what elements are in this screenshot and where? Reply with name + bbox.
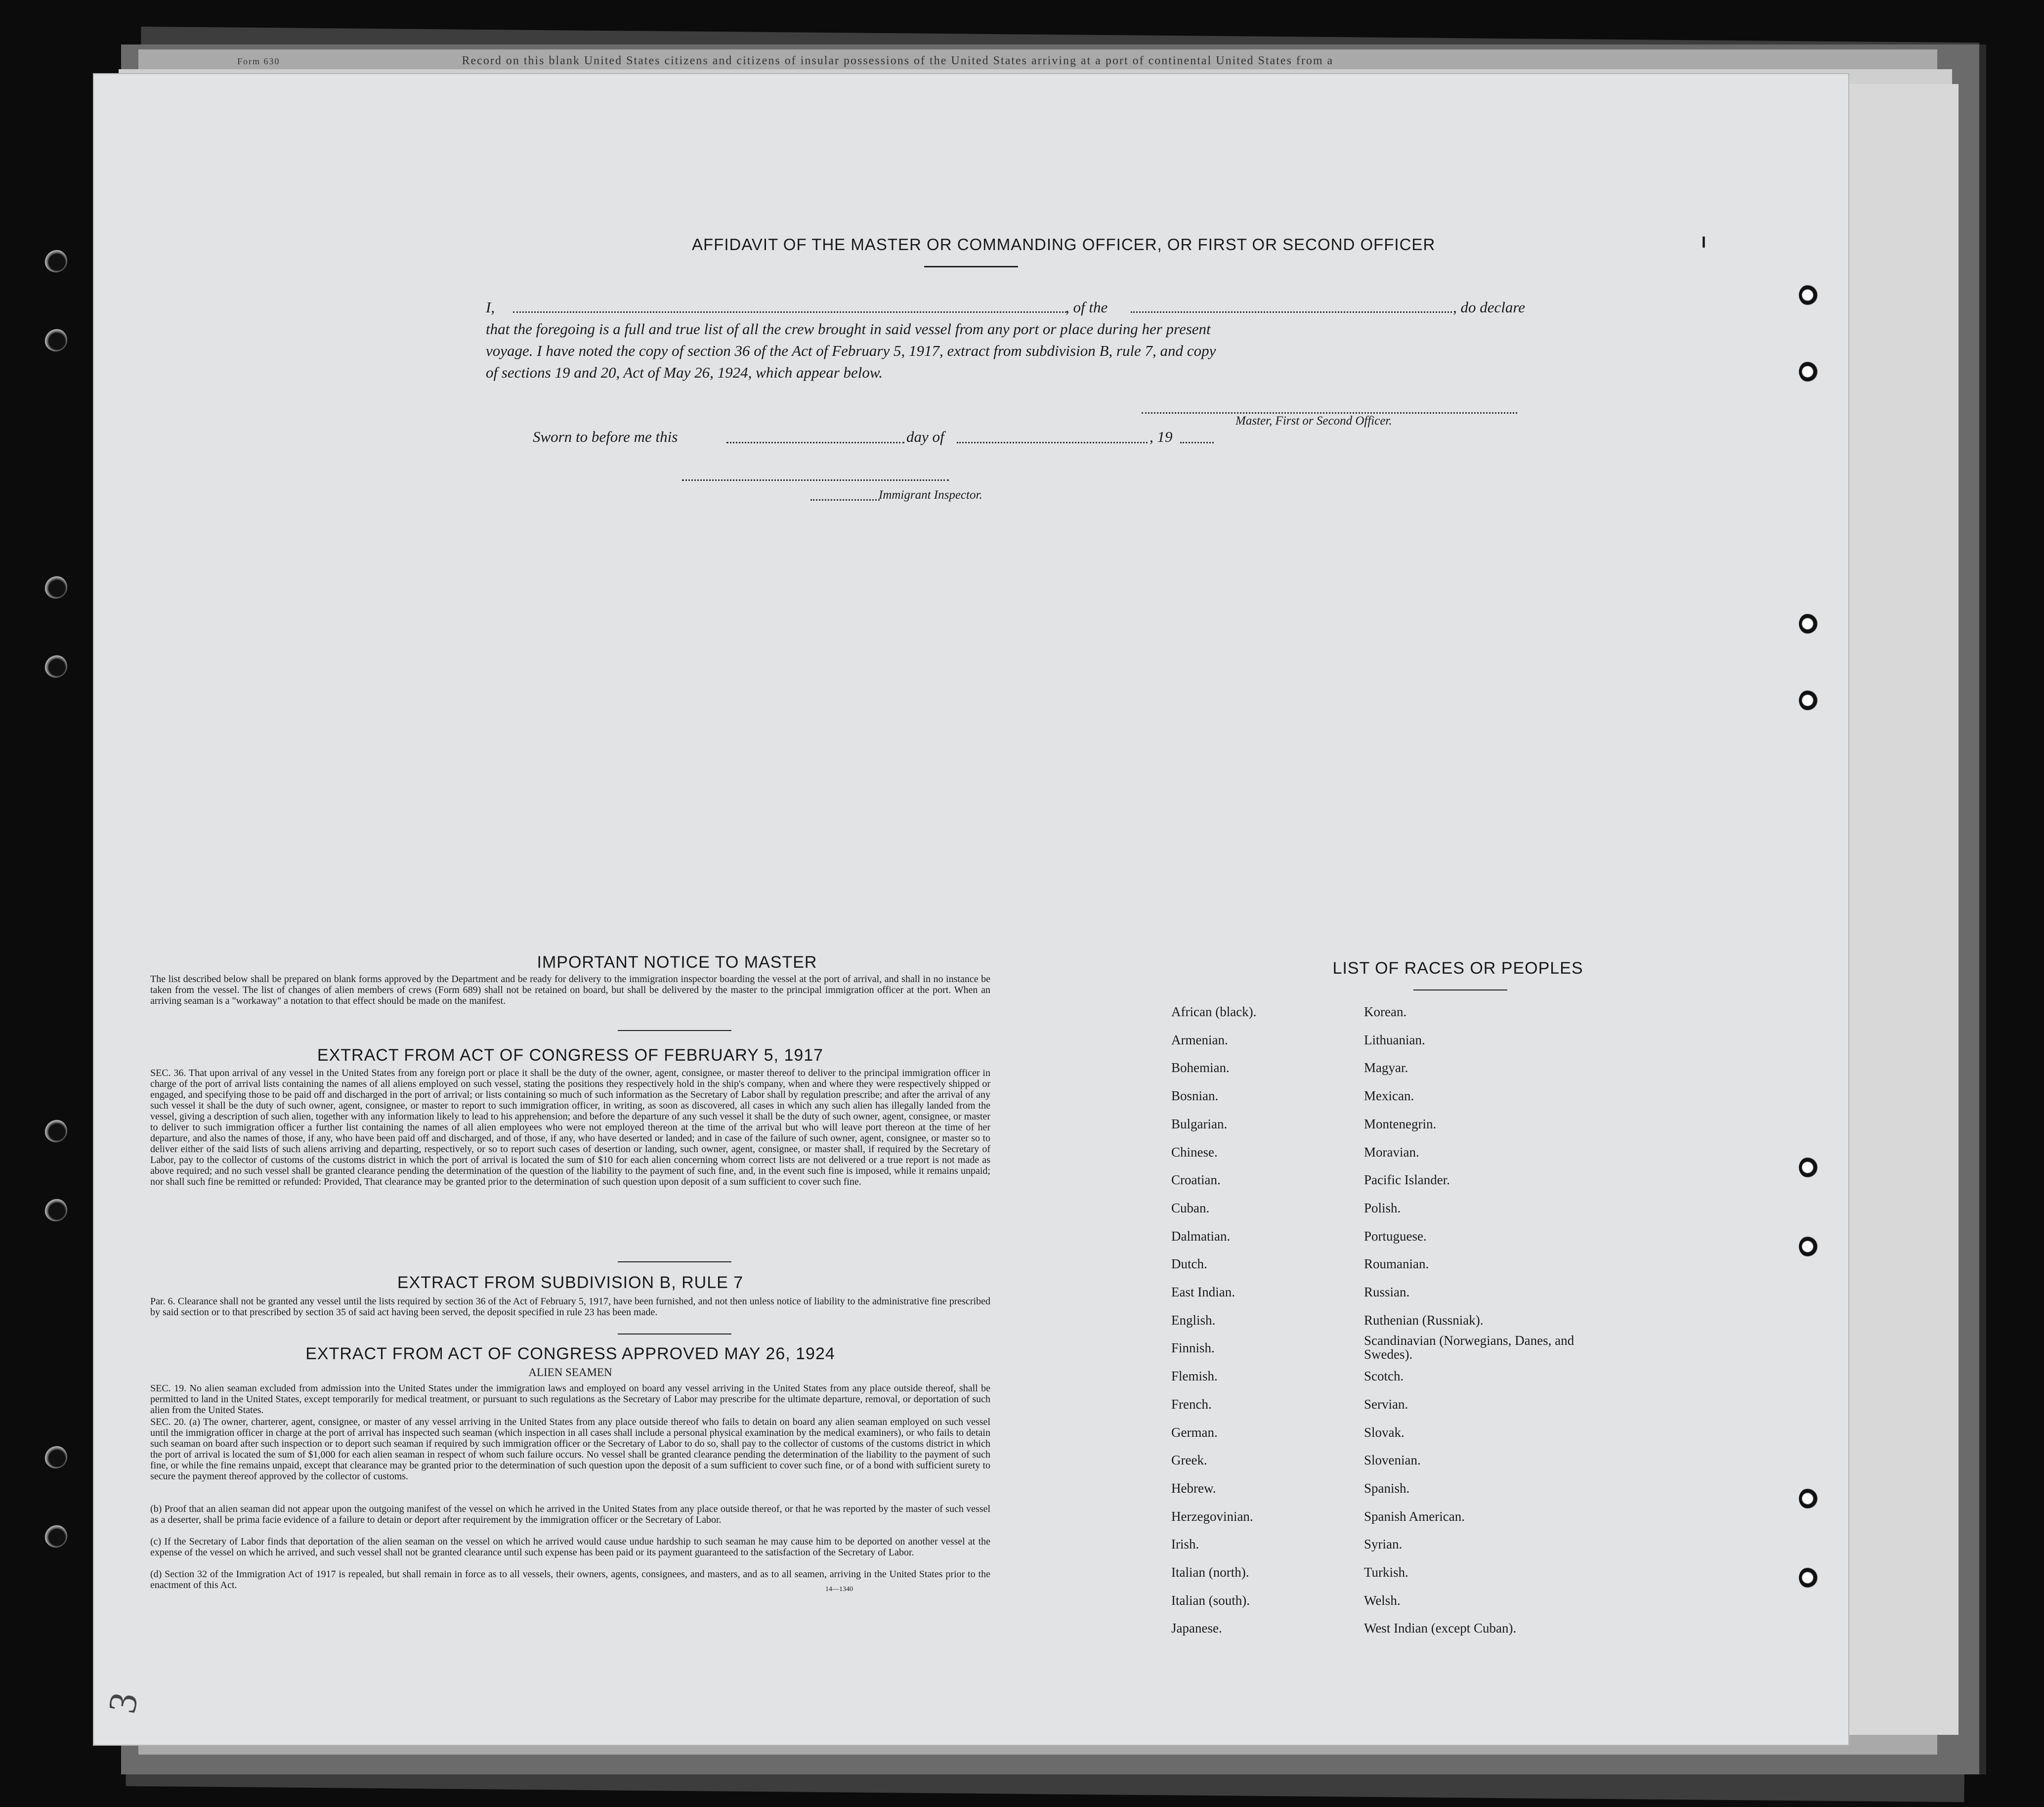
punch-hole-icon	[44, 250, 67, 272]
affidavit-line-1-end: , do declare	[1453, 299, 1526, 316]
race-item: Slovak.	[1364, 1424, 1405, 1440]
sworn-text: Sworn to before me this	[533, 428, 678, 445]
race-item: Moravian.	[1364, 1144, 1419, 1160]
section-rule	[618, 1261, 731, 1262]
punch-hole-icon	[1799, 284, 1821, 306]
day-of-text: day of	[906, 428, 944, 445]
race-item: Bosnian.	[1171, 1088, 1219, 1104]
section-rule	[618, 1030, 731, 1031]
print-code: 14—1340	[825, 1586, 853, 1593]
race-item: Herzegovinian.	[1171, 1508, 1253, 1524]
race-item: Russian.	[1364, 1285, 1410, 1299]
underlying-page-text: Record on this blank United States citizens and citizens of insular possessions of the United States arriving at a port of continental United States from a	[462, 54, 1334, 67]
affidavit-line-3: voyage. I have noted the copy of section 36 of the Act of February 5, 1917, extract from subdivision B, rule 7, and copy	[486, 342, 1216, 359]
section-19-text: SEC. 19. No alien seaman excluded from admission into the United States under the immigration laws and employed on board any vessel arriving in the United States from any place outside thereof, shall be permitted to land in the United States, except temporarily for medical treatment, or pursuant to such regulations as the Secretary of Labor may prescribe for the ultimate departure, removal, or deportation of such alien from the United States.	[150, 1383, 990, 1416]
extract-1924-subtitle: ALIEN SEAMEN	[528, 1366, 612, 1378]
race-item: Greek.	[1171, 1453, 1207, 1468]
punch-hole-icon	[44, 1199, 67, 1221]
name-blank-line	[513, 311, 1066, 313]
notice-title: IMPORTANT NOTICE TO MASTER	[537, 953, 817, 972]
race-item: Korean.	[1364, 1004, 1407, 1019]
page-mark: I	[1702, 233, 1706, 251]
race-item: Spanish American.	[1364, 1508, 1465, 1524]
inspector-short-line	[810, 499, 880, 501]
race-item: Lithuanian.	[1364, 1032, 1425, 1047]
race-item: Bohemian.	[1171, 1060, 1230, 1076]
punch-hole-icon	[1799, 361, 1821, 383]
race-item: Chinese.	[1171, 1144, 1218, 1160]
race-item: Dutch.	[1171, 1256, 1207, 1272]
race-item: Montenegrin.	[1364, 1116, 1437, 1131]
punch-hole-icon	[44, 655, 67, 678]
punch-hole-icon	[1799, 1488, 1821, 1509]
notice-body: The list described below shall be prepared on blank forms approved by the Department and be ready for delivery to the immigration inspector boarding the vessel at the port of arrival, and shall in no instance be taken from the vessel. The list of changes of alien members of crews (Form 689) shall not be retained on board, but shall be delivered by the master to the principal immigration officer at the port. When an arriving seaman is a "workaway" a notation to that effect should be made on the manifest.	[150, 974, 990, 1006]
extract-1924-title: EXTRACT FROM ACT OF CONGRESS APPROVED MAY 26, 1924	[305, 1344, 835, 1363]
race-item: Slovenian.	[1364, 1453, 1421, 1468]
race-item: Servian.	[1364, 1396, 1408, 1412]
year-blank	[1180, 442, 1214, 443]
race-item: German.	[1171, 1424, 1218, 1440]
punch-hole-icon	[44, 576, 67, 599]
affidavit-line-4: of sections 19 and 20, Act of May 26, 1924, which appear below.	[486, 364, 883, 381]
year-text: , 19	[1150, 428, 1173, 445]
race-item: West Indian (except Cuban).	[1364, 1621, 1517, 1636]
affidavit-line-2: that the foregoing is a full and true list of all the crew brought in said vessel from any port or place during her present	[486, 320, 1211, 338]
race-item: Cuban.	[1171, 1200, 1210, 1215]
race-item: Spanish.	[1364, 1480, 1410, 1496]
race-item: Dalmatian.	[1171, 1228, 1231, 1244]
race-item: Hebrew.	[1171, 1480, 1216, 1496]
section-20b-text: (b) Proof that an alien seaman did not appear upon the outgoing manifest of the vessel on which he arrived in the United States from any place outside thereof, or that he was reported by the master of such vessel as a deserter, shall be prima facie evidence of a failure to detain or deport after requirement by the immigration officer or the Secretary of Labor.	[150, 1504, 990, 1525]
punch-hole-icon	[44, 1119, 67, 1142]
race-item: Mexican.	[1364, 1088, 1414, 1104]
race-item: Portuguese.	[1364, 1228, 1427, 1244]
extract-rule7-body: Par. 6. Clearance shall not be granted any vessel until the lists required by section 36 of the Act of February 5, 1917, have been furnished, and not then unless notice of liability to the administrative fine prescribed by said section or to that prescribed by section 35 of said act having been served, the deposit specified in rule 23 has been made.	[150, 1296, 990, 1318]
races-title: LIST OF RACES OR PEOPLES	[1332, 959, 1583, 978]
inspector-signature-line	[682, 479, 949, 481]
affidavit-line-1-mid: , of the	[1065, 299, 1108, 316]
race-item: English.	[1171, 1312, 1216, 1328]
race-item: Scandinavian (Norwegians, Danes, and Swedes).	[1364, 1333, 1575, 1362]
punch-hole-icon	[1799, 613, 1821, 635]
race-item: Japanese.	[1171, 1621, 1222, 1636]
affidavit-title: AFFIDAVIT OF THE MASTER OR COMMANDING OFFICER, OR FIRST OR SECOND OFFICER	[692, 235, 1436, 254]
form-number: Form 630	[237, 56, 280, 66]
punch-hole-icon	[1799, 1157, 1821, 1178]
race-item: Finnish.	[1171, 1340, 1215, 1356]
vessel-blank-line	[1131, 311, 1452, 313]
section-20c-text: (c) If the Secretary of Labor finds that deportation of the alien seaman on the vessel on which he arrived would cause undue hardship to such seaman he may cause him to be deported on another vessel at the expense of the vessel on which he arrived, and such vessel shall not be granted clearance until such expense has been paid or its payment guaranteed to the satisfaction of the Secretary of Labor.	[150, 1536, 990, 1558]
extract-rule7-title: EXTRACT FROM SUBDIVISION B, RULE 7	[397, 1273, 744, 1292]
race-item: East Indian.	[1171, 1285, 1235, 1299]
race-item: Croatian.	[1171, 1172, 1221, 1188]
punch-hole-icon	[1799, 689, 1821, 711]
race-item: Irish.	[1171, 1537, 1199, 1552]
race-item: Italian (south).	[1171, 1592, 1250, 1608]
affidavit-line-1-start: I,	[486, 299, 495, 316]
punch-hole-icon	[44, 1446, 67, 1468]
sworn-day-blank	[726, 442, 904, 443]
race-item: Italian (north).	[1171, 1565, 1249, 1580]
section-20d-text: (d) Section 32 of the Immigration Act of 1917 is repealed, but shall remain in force as to all vessels, their owners, agents, consignees, and masters, and as to all seamen, arriving in the United States prior to the enactment of this Act.	[150, 1569, 990, 1591]
punch-hole-icon	[44, 1525, 67, 1548]
title-rule	[924, 266, 1018, 267]
race-item: Roumanian.	[1364, 1256, 1429, 1272]
punch-hole-icon	[1799, 1567, 1821, 1589]
punch-hole-icon	[44, 329, 67, 351]
master-signature-line	[1142, 412, 1517, 414]
race-item: Flemish.	[1171, 1369, 1218, 1384]
margin-mark: 3	[100, 1689, 147, 1717]
punch-hole-icon	[1799, 1236, 1821, 1257]
race-item: Scotch.	[1364, 1369, 1404, 1384]
race-item: Magyar.	[1364, 1060, 1408, 1076]
race-item: African (black).	[1171, 1004, 1257, 1019]
race-item: Welsh.	[1364, 1592, 1401, 1608]
race-item: French.	[1171, 1396, 1212, 1412]
race-item: Bulgarian.	[1171, 1116, 1228, 1131]
race-item: Armenian.	[1171, 1032, 1228, 1047]
month-blank	[957, 442, 1148, 443]
section-20a-text: SEC. 20. (a) The owner, charterer, agent, consignee, or master of any vessel arriving in the United States from any place outside thereof who fails to detain on board any alien seaman employed on such vessel until the immigration officer in charge at the port of arrival has inspected such seaman (which inspection in all cases shall include a personal physical examination by the medical examiners), or who fails to detain such seaman on board after such inspection or to deport such seaman if required by such immigration officer or the Secretary of Labor to do so, shall pay to the collector of customs of the customs district in which the port of arrival is located the sum of $1,000 for each alien seaman in respect of whom such failure occurs. No vessel shall be granted clearance pending the determination of the liability to the payment of such fine, or while the fine remains unpaid, except that clearance may be granted prior to the determination of such question upon the deposit of a sum sufficient to cover such fine, or of a bond with sufficient surety to secure the payment thereof approved by the collector of customs.	[150, 1417, 990, 1482]
race-item: Turkish.	[1364, 1565, 1408, 1580]
master-signature-label: Master, First or Second Officer.	[1235, 414, 1392, 428]
race-item: Ruthenian (Russniak).	[1364, 1312, 1484, 1328]
race-item: Pacific Islander.	[1364, 1172, 1450, 1188]
race-item: Syrian.	[1364, 1537, 1403, 1552]
document-page	[94, 74, 1848, 1745]
extract-1917-body: SEC. 36. That upon arrival of any vessel in the United States from any foreign port or place it shall be the duty of the owner, agent, consignee, or master thereof to deliver to the principal immigration officer in charge of the port of arrival lists containing the names of all aliens employed on such vessel, stating the positions they respectively hold in the ship's company, when and where they were respectively shipped or engaged, and specifying those to be paid off and discharged in the port of arrival; or lists containing so much of such information as the Secretary of Labor shall by regulation prescribe; and after the arrival of any such vessel it shall be the duty of such owner, agent, consignee, or master to report to such immigration officer, in writing, as soon as discovered, all cases in which any such alien has illegally landed from the vessel, giving a description of such alien, together with any information likely to lead to his apprehension; and before the departure of any such vessel it shall be the duty of such owner, agent, consignee, or master to deliver to such immigration officer a further list containing the names of all alien employees who were not employed thereon at the time of the arrival but who will leave port thereon at the time of her departure, and also the names of those, if any, who have been paid off and discharged, and of those, if any, who have deserted or landed; and in case of the failure of such owner, agent, consignee, or master so to deliver either of the said lists of such aliens arriving and departing, respectively, or so to report such cases of desertion or landing, such owner, agent, consignee, or master shall, if required by the Secretary of Labor, pay to the collector of customs of the customs district in which the port of arrival is located the sum of $10 for each alien concerning whom correct lists are not delivered or a true report is not made as above required; and no such vessel shall be granted clearance pending the determination of the question of the liability to the payment of such fine, and, in the event such fine is imposed, while it remains unpaid; nor shall such fine be remitted or refunded: Provided, That clearance may be granted prior to the determination of such question upon deposit of a sum sufficient to cover such fine.	[150, 1068, 990, 1187]
race-item: Polish.	[1364, 1200, 1401, 1215]
inspector-label: Immigrant Inspector.	[879, 488, 982, 502]
extract-1917-title: EXTRACT FROM ACT OF CONGRESS OF FEBRUARY 5, 1917	[317, 1046, 824, 1065]
